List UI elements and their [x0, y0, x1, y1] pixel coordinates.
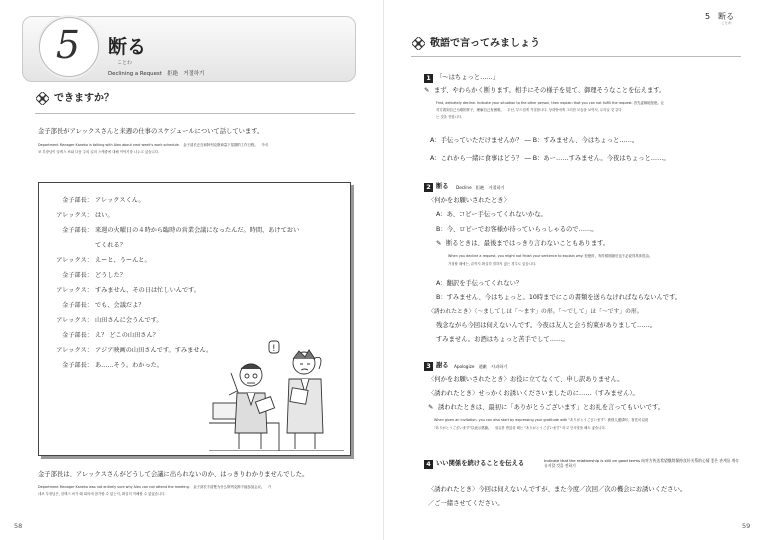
- point-number: 1: [424, 74, 433, 83]
- point-translation: 는 것을 전합니다.: [436, 115, 463, 119]
- point-note: 誘われたときは、最初に「ありがとうございます」とお礼を言ってもいいです。: [438, 404, 665, 411]
- section-title: できますか？: [54, 93, 114, 104]
- chapter-subtitle: Declining a Request 拒絶 거절하기: [108, 71, 205, 77]
- case-label: 〈誘われたとき〉せっかくお誘いくださいましたのに……（すみません）。: [428, 390, 639, 397]
- dialogue-speaker: 金子部長：: [62, 362, 93, 369]
- dialogue-speaker: アレックス：: [56, 287, 93, 294]
- point-number: 4: [424, 460, 433, 469]
- pencil-icon: ✎: [436, 240, 442, 247]
- section-divider: [411, 56, 741, 57]
- point-translation: 对方看到自己为难的样子，理解自己有困难。 우선, 부드럽게 거절합니다. 상대방에게 그러한 모습을 보여서, 무리일 것 같다: [436, 108, 622, 112]
- page-number: 59: [742, 522, 751, 530]
- dialogue-speaker: アレックス：: [56, 347, 93, 354]
- section-divider: [35, 113, 355, 114]
- point-title: 謝る: [436, 362, 449, 369]
- dialogue-line: えーと、うーんと。: [95, 257, 151, 264]
- example-line: B：今、ロビーでお客様が待っていらっしゃるので……。: [436, 226, 598, 233]
- example-line: A：あ、コピー手伝ってくれないかな。: [436, 211, 547, 218]
- dialogue-line: え？ どこの山田さん？: [95, 332, 159, 339]
- point-translation: First, delicately decline. Indicate your situation to the other person, then explain that you can not fulfill the request. 首先委婉地拒绝。让: [436, 101, 665, 105]
- dialogue-line: アレックスくん。: [95, 197, 145, 204]
- outro-translation-ko: 네코 부장님은, 알렉스 씨가 왜 회의에 참가할 수 없는지, 확실히 이해할 수 없었습니다.: [38, 492, 166, 496]
- example-line: A：手伝っていただけませんか？ ― B：すみません、今はちょっと……。: [430, 137, 639, 144]
- dialogue-box: [38, 182, 351, 456]
- running-head: 5 断る: [705, 12, 735, 21]
- section-title: 敬語で言ってみましょう: [430, 38, 540, 49]
- case-label: 〈誘われたとき〉今回は伺えないんですが、また今度／次回／次の機会にお誘いください。: [428, 486, 687, 493]
- dialogue-speaker: 金子部長：: [62, 227, 93, 234]
- dialogue-line: すみません、その日は忙しいんです。: [95, 287, 201, 294]
- point-translation: When you decline a request, you might not finish your sentence to explain why. 拒绝时，有时候刚最后也不必说得具体很由。: [448, 254, 653, 258]
- point-translation: "ありがとうございます"以表示感谢。 권유를 받았을 때는 "ありがとうございます" 라고 인사말을 해도 좋습니다.: [434, 426, 606, 430]
- dialogue-speaker: 金子部長：: [62, 272, 93, 279]
- dialogue-line: てくれる？: [95, 242, 126, 249]
- dialogue-speaker: 金子部長：: [62, 197, 93, 204]
- intro-jp: 金子部長がアレックスさんと来週の仕事のスケジュールについて話しています。: [38, 128, 264, 135]
- point-title-gloss: Decline 拒絶 거절하기: [456, 185, 505, 190]
- dialogue-line: どうした？: [95, 272, 126, 279]
- intro-translation-en: Department Manager Kaneko is talking with Alex about next week's work schedule. 金子部长正在和阿列克斯商量下星期的工作日程。 가네: [38, 143, 268, 147]
- point-title: 断る: [436, 183, 449, 190]
- outro-jp: 金子部長は、アレックスさんがどうして会議に出られないのか、はっきりわかりませんでした。: [38, 471, 309, 478]
- running-head-reading: ことわ: [721, 21, 732, 25]
- dialogue-speaker: アレックス：: [56, 257, 93, 264]
- point-note: 断るときは、最後まではっきり言わないこともあります。: [446, 240, 610, 247]
- example-line: B：すみません、今はちょっと。10時までにこの書類を送らなければならないんです。: [436, 294, 682, 301]
- point-title-gloss: Indicate that the relationship is still on good terms 向对方传达希望继续保持良好关系的心情 좋은 관계를 계속 유지할 것을 전하기: [544, 458, 739, 468]
- page-number: 58: [14, 522, 23, 530]
- example-line: すみません。お酒はちょっと苦手でして……。: [436, 336, 569, 343]
- chapter-title-reading: ことわ: [117, 60, 133, 66]
- flower-icon: [412, 37, 425, 50]
- office-illustration: [209, 333, 344, 451]
- case-label: 〈何かをお願いされたとき〉: [428, 197, 510, 204]
- chapter-title: 断る: [108, 36, 147, 58]
- dialogue-speaker: 金子部長：: [62, 302, 93, 309]
- case-label: 〈何かをお願いされたとき〉お役に立てなくて、申し訳ありません。: [428, 376, 624, 383]
- case-label: 〈誘われたとき〉〈～ましてしは「～ます」の形。「～でして」は「～です」の形。: [428, 309, 643, 315]
- dialogue-line: 来週の火曜日の４時から臨時の営業会議になったんだ。時間、あけておい: [95, 227, 300, 234]
- point-note: まず、やわらかく断ります。相手にその様子を見て、御理そうなことを伝えます。: [434, 87, 666, 94]
- point-number: 2: [424, 183, 433, 192]
- flower-icon: [36, 92, 49, 105]
- point-number: 3: [424, 362, 433, 371]
- point-title: いい関係を続けることを伝える: [436, 460, 525, 467]
- point-title-gloss: Apologize 道歉 사과하기: [454, 364, 508, 369]
- example-line: A：これから一緒に食事はどう？ ― B：あー……すみません。今夜はちょっと……。: [430, 155, 670, 162]
- point-translation: When given an invitation, you can also start by expressing your gratitude with "ありがとうございます". 被别人邀请时，首先可以说: [434, 418, 649, 422]
- point-title: 「～はちょっと……」: [436, 74, 499, 81]
- dialogue-line: アジア映画の山田さんです。すみません。: [95, 347, 213, 354]
- chapter-number: 5: [55, 23, 81, 67]
- example-line: ／ご一緒させてください。: [428, 500, 504, 507]
- pencil-icon: ✎: [428, 404, 434, 411]
- intro-translation-ko: 코 부장님이 알렉스 씨와 다음 주의 일의 스케줄에 대해 이야기를 나누고 있습니다.: [38, 150, 160, 154]
- dialogue-speaker: アレックス：: [56, 212, 93, 219]
- pencil-icon: ✎: [424, 87, 430, 94]
- dialogue-speaker: アレックス：: [56, 317, 93, 324]
- dialogue-line: あ……そう。わかった。: [95, 362, 164, 369]
- example-line: 残念ながら今回は伺えないんです。今夜は友人と会う約束がありまして……。: [436, 322, 656, 329]
- svg-text:!: !: [272, 344, 276, 354]
- dialogue-line: 山田さんに会うんです。: [95, 317, 163, 324]
- right-page: [384, 0, 768, 540]
- outro-translation-en: Department Manager Kaneko was not entirely sure why Alex can not attend the meeting. 金子部长不清楚为什么阿列克斯不能参加会议。 가: [38, 485, 272, 489]
- point-translation: 거절할 때에는, 끝까지 확실히 말하지 않는 경우도 있습니다.: [448, 262, 537, 266]
- dialogue-line: でも、会議だよ？: [95, 302, 145, 309]
- dialogue-line: はい。: [95, 212, 114, 219]
- dialogue-speaker: 金子部長：: [62, 332, 93, 339]
- example-line: A：翻訳を手伝ってくれない？: [436, 280, 523, 287]
